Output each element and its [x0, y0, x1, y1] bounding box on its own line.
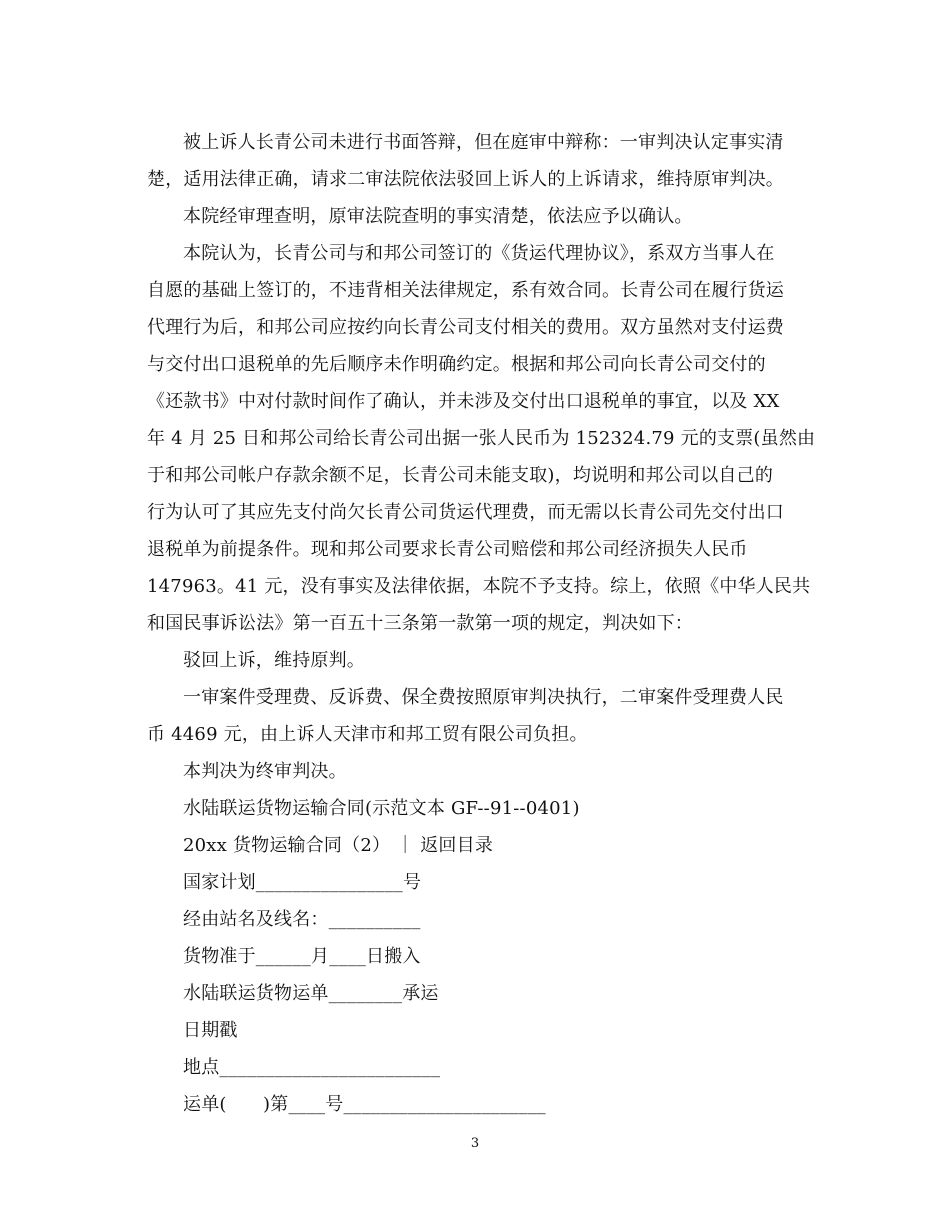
page-number: 3 [470, 1136, 480, 1151]
text-line: 行为认可了其应先支付尚欠长青公司货运代理费，而无需以长青公司先交付出口 [147, 502, 784, 523]
text-line: 水陆联运货物运单________承运 [183, 983, 439, 1004]
text-line: 一审案件受理费、反诉费、保全费按照原审判决执行，二审案件受理费人民 [183, 687, 784, 708]
text-line: 被上诉人长青公司未进行书面答辩，但在庭审中辩称：一审判决认定事实清 [183, 132, 784, 153]
text-line: 驳回上诉，维持原判。 [183, 650, 365, 671]
text-line: 和国民事诉讼法》第一百五十三条第一款第一项的规定，判决如下： [147, 613, 693, 634]
text-line: 《还款书》中对付款时间作了确认，并未涉及交付出口退税单的事宜，以及 XX [147, 391, 780, 412]
text-line: 20xx 货物运输合同（2） ｜ 返回目录 [183, 835, 494, 856]
text-line: 货物准于______月____日搬入 [183, 946, 421, 967]
text-line: 退税单为前提条件。现和邦公司要求长青公司赔偿和邦公司经济损失人民币 [147, 539, 748, 560]
text-line: 147963。41 元，没有事实及法律依据，本院不予支持。综上，依照《中华人民共 [147, 576, 811, 597]
text-line: 国家计划________________号 [183, 872, 422, 893]
text-line: 代理行为后，和邦公司应按约向长青公司支付相关的费用。双方虽然对支付运费 [147, 317, 784, 338]
text-line: 本院经审理查明，原审法院查明的事实清楚，依法应予以确认。 [183, 206, 693, 227]
text-line: 日期戳 [183, 1020, 238, 1041]
text-line: 地点________________________ [183, 1057, 441, 1078]
text-line: 水陆联运货物运输合同(示范文本 GF--91--0401) [183, 798, 580, 819]
text-line: 楚，适用法律正确，请求二审法院依法驳回上诉人的上诉请求，维持原审判决。 [147, 169, 784, 190]
text-line: 年 4 月 25 日和邦公司给长青公司出据一张人民币为 152324.79 元的支票(虽然由 [147, 428, 816, 449]
text-line: 于和邦公司帐户存款余额不足，长青公司未能支取)，均说明和邦公司以自己的 [147, 465, 774, 486]
text-line: 本院认为，长青公司与和邦公司签订的《货运代理协议》，系双方当事人在 [183, 243, 775, 264]
text-line: 与交付出口退税单的先后顺序未作明确约定。根据和邦公司向长青公司交付的 [147, 354, 766, 375]
text-line: 经由站名及线名：__________ [183, 909, 421, 930]
text-line: 币 4469 元，由上诉人天津市和邦工贸有限公司负担。 [147, 724, 588, 745]
text-line: 本判决为终审判决。 [183, 761, 347, 782]
text-line: 自愿的基础上签订的，不违背相关法律规定，系有效合同。长青公司在履行货运 [147, 280, 784, 301]
text-line: 运单( )第____号______________________ [183, 1094, 546, 1115]
